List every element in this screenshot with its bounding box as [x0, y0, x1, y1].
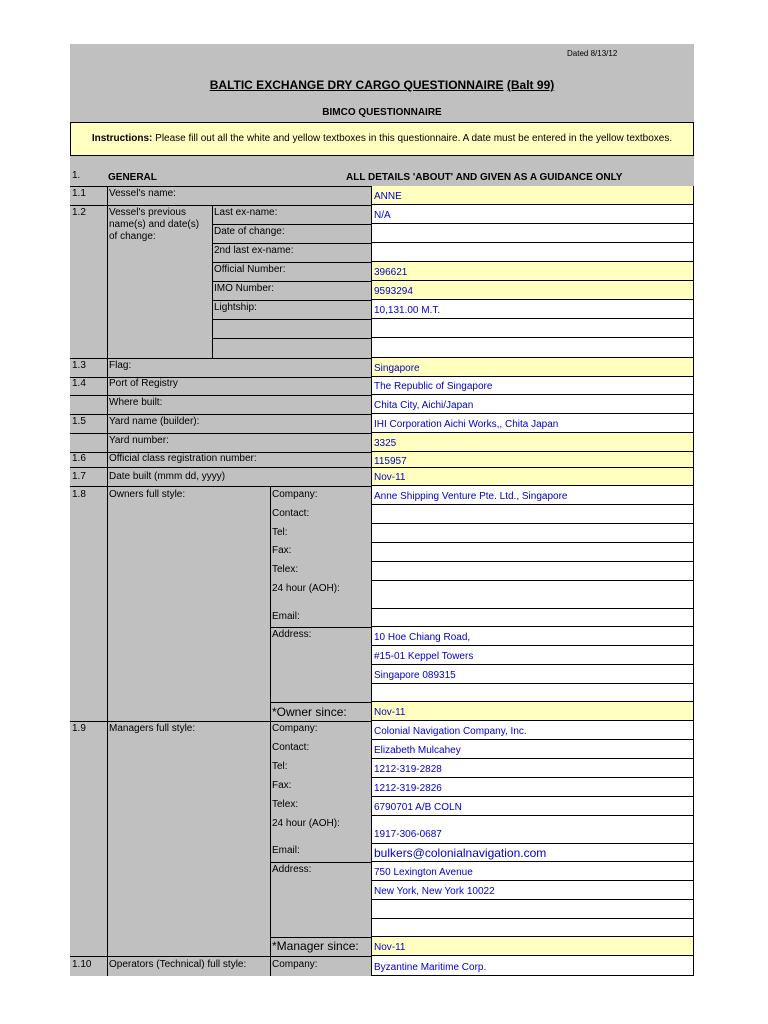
manager-email-label: Email:: [272, 845, 300, 856]
owner-address-line4[interactable]: [372, 684, 694, 702]
row-divider: [270, 702, 372, 703]
row-number: 1.5: [72, 416, 86, 427]
row-divider: [212, 300, 372, 301]
row-divider: [270, 937, 372, 938]
row-divider: [70, 956, 372, 957]
operator-company-label: Company:: [272, 959, 318, 970]
class-registration-value: 115957: [374, 456, 407, 467]
date-of-change-label: Date of change:: [214, 226, 285, 237]
row-divider: [212, 319, 372, 320]
flag-field[interactable]: [372, 358, 694, 377]
row-divider: [212, 338, 372, 339]
manager-company-value: Colonial Navigation Company, Inc.: [374, 726, 527, 737]
owners-label: Owners full style:: [109, 489, 186, 500]
manager-address1-value: 750 Lexington Avenue: [374, 867, 473, 878]
vessel-name-value: ANNE: [374, 191, 402, 202]
instructions-label: Instructions:: [91, 133, 153, 144]
last-ex-name-label: Last ex-name:: [214, 207, 278, 218]
row-divider: [70, 358, 372, 359]
row-divider: [270, 627, 372, 628]
row-number: 1.4: [72, 378, 86, 389]
owner-tel-label: Tel:: [272, 527, 288, 538]
yard-number-field[interactable]: [372, 433, 694, 452]
row-number: 1.10: [72, 959, 92, 970]
owner-address2-value: #15-01 Keppel Towers: [374, 651, 474, 662]
owner-since-value: Nov-11: [374, 707, 406, 718]
port-of-registry-field[interactable]: [372, 377, 694, 395]
owner-email-label: Email:: [272, 611, 300, 622]
2nd-ex-name-label: 2nd last ex-name:: [214, 245, 294, 256]
row-divider: [212, 224, 372, 225]
owner-fax-field[interactable]: [372, 543, 694, 562]
page-subtitle: BIMCO QUESTIONNAIRE: [322, 107, 442, 118]
manager-company-field[interactable]: [372, 721, 694, 740]
owner-telex-field[interactable]: [372, 562, 694, 581]
official-number-value: 396621: [374, 267, 408, 278]
lightship-label: Lightship:: [214, 302, 257, 313]
class-registration-field[interactable]: [372, 452, 694, 468]
row-number: 1.1: [72, 188, 86, 199]
manager-fax-label: Fax:: [272, 780, 292, 791]
lightship-value: 10,131.00 M.T.: [374, 305, 441, 316]
vessel-name-label: Vessel's name:: [109, 188, 176, 199]
row-number: 1.9: [72, 723, 86, 734]
manager-telex-value: 6790701 A/B COLN: [374, 802, 462, 813]
where-built-label: Where built:: [109, 397, 163, 408]
row-number: 1.7: [72, 471, 86, 482]
imo-number-field[interactable]: [372, 281, 694, 300]
owner-tel-field[interactable]: [372, 524, 694, 543]
manager-email-value: bulkers@colonialnavigation.com: [374, 846, 547, 860]
section-number: 1.: [72, 170, 81, 181]
owner-company-label: Company:: [272, 489, 318, 500]
where-built-value: Chita City, Aichi/Japan: [374, 400, 474, 411]
row-divider: [70, 414, 372, 415]
section-title: GENERAL: [108, 172, 157, 183]
manager-address-line2[interactable]: [372, 881, 694, 900]
yard-name-label: Yard name (builder):: [109, 416, 200, 427]
official-number-field[interactable]: [372, 262, 694, 281]
yard-number-label: Yard number:: [109, 435, 169, 446]
manager-tel-label: Tel:: [272, 761, 288, 772]
blank-field[interactable]: [372, 338, 694, 358]
row-divider: [70, 205, 372, 206]
owner-telex-label: Telex:: [272, 564, 299, 575]
row-divider: [70, 433, 372, 434]
yard-number-value: 3325: [374, 438, 397, 449]
manager-contact-field[interactable]: [372, 740, 694, 759]
dated-label: Dated 8/13/12: [567, 49, 618, 58]
yard-name-value: IHI Corporation Aichi Works,, Chita Japan: [374, 419, 559, 430]
imo-number-label: IMO Number:: [214, 283, 275, 294]
owner-since-field[interactable]: [372, 702, 694, 721]
row-divider: [70, 467, 372, 468]
operator-company-field[interactable]: [372, 956, 694, 976]
row-divider: [212, 281, 372, 282]
manager-email-field[interactable]: [372, 844, 694, 862]
2nd-ex-name-field[interactable]: [372, 243, 694, 262]
divider-owner-col: [270, 486, 271, 976]
row-divider: [212, 262, 372, 263]
last-ex-name-field[interactable]: [372, 205, 694, 224]
row-divider: [70, 486, 372, 487]
manager-fax-field[interactable]: [372, 778, 694, 797]
owner-address1-value: 10 Hoe Chiang Road,: [374, 632, 471, 643]
owner-since-label: *Owner since:: [272, 705, 347, 719]
row-number: 1.8: [72, 489, 86, 500]
row-divider: [270, 862, 372, 863]
owner-address-line2[interactable]: [372, 646, 694, 665]
official-number-label: Official Number:: [214, 264, 286, 275]
owner-fax-label: Fax:: [272, 545, 292, 556]
manager-address-line1[interactable]: [372, 862, 694, 881]
manager-aoh-label: 24 hour (AOH):: [272, 818, 340, 829]
date-built-value: Nov-11: [374, 472, 406, 483]
owner-contact-field[interactable]: [372, 505, 694, 524]
manager-tel-value: 1212-319-2828: [374, 764, 442, 775]
manager-contact-label: Contact:: [272, 742, 310, 753]
manager-aoh-field[interactable]: [372, 816, 694, 844]
manager-address-label: Address:: [272, 864, 312, 875]
instructions-text: Please fill out all the white and yellow textboxes in this questionnaire. A date must be entered in the yellow textboxes.: [152, 133, 673, 144]
class-registration-label: Official class registration number:: [109, 453, 257, 464]
where-built-field[interactable]: [372, 395, 694, 414]
manager-tel-field[interactable]: [372, 759, 694, 778]
row-divider: [70, 395, 372, 396]
yard-name-field[interactable]: [372, 414, 694, 433]
owner-company-value: Anne Shipping Venture Pte. Ltd., Singapore: [374, 491, 568, 502]
date-built-field[interactable]: [372, 468, 694, 486]
owner-aoh-label: 24 hour (AOH):: [272, 583, 340, 594]
operators-label: Operators (Technical) full style:: [109, 959, 247, 970]
section-note: ALL DETAILS 'ABOUT' AND GIVEN AS A GUIDANCE ONLY: [346, 172, 623, 183]
manager-address-line3[interactable]: [372, 900, 694, 919]
row-number: 1.2: [72, 207, 86, 218]
vessel-name-field[interactable]: [372, 186, 694, 205]
managers-label: Managers full style:: [109, 723, 196, 734]
row-number: 1.6: [72, 453, 86, 464]
questionnaire-sheet: [70, 44, 694, 976]
manager-telex-label: Telex:: [272, 799, 299, 810]
previous-names-label: Vessel's previous name(s) and date(s) of change:: [109, 207, 200, 242]
last-ex-name-value: N/A: [374, 210, 391, 221]
title-main: BALTIC EXCHANGE DRY CARGO QUESTIONNAIRE: [209, 78, 504, 92]
owner-address-line1[interactable]: [372, 627, 694, 646]
operator-company-value: Byzantine Maritime Corp.: [374, 962, 487, 973]
date-of-change-field[interactable]: [372, 224, 694, 243]
manager-address-line4[interactable]: [372, 919, 694, 937]
manager-contact-value: Elizabeth Mulcahey: [374, 745, 461, 756]
owner-contact-label: Contact:: [272, 508, 310, 519]
blank-field[interactable]: [372, 319, 694, 338]
manager-since-label: *Manager since:: [272, 939, 359, 953]
owner-company-field[interactable]: [372, 486, 694, 505]
manager-company-label: Company:: [272, 723, 318, 734]
title-code: (Balt 99): [506, 78, 555, 92]
row-divider: [70, 721, 372, 722]
manager-fax-value: 1212-319-2826: [374, 783, 442, 794]
port-of-registry-value: The Republic of Singapore: [374, 381, 493, 392]
port-of-registry-label: Port of Registry: [109, 378, 178, 389]
owner-aoh-field[interactable]: [372, 581, 694, 609]
manager-since-field[interactable]: [372, 937, 694, 956]
row-number: 1.3: [72, 360, 86, 371]
instructions-box: [70, 122, 694, 156]
manager-address2-value: New York, New York 10022: [374, 886, 495, 897]
owner-address-line3[interactable]: [372, 665, 694, 684]
page-title: [70, 78, 694, 92]
manager-aoh-value: 1917-306-0687: [374, 829, 442, 840]
row-divider: [212, 243, 372, 244]
imo-number-value: 9593294: [374, 286, 413, 297]
date-built-label: Date built (mmm dd, yyyy): [109, 471, 226, 482]
manager-telex-field[interactable]: [372, 797, 694, 816]
lightship-field[interactable]: [372, 300, 694, 319]
owner-address3-value: Singapore 089315: [374, 670, 456, 681]
flag-label: Flag:: [109, 360, 132, 371]
flag-value: Singapore: [374, 363, 420, 374]
owner-email-field[interactable]: [372, 609, 694, 627]
owner-address-label: Address:: [272, 629, 312, 640]
manager-since-value: Nov-11: [374, 942, 406, 953]
divider-num-col: [107, 186, 108, 976]
